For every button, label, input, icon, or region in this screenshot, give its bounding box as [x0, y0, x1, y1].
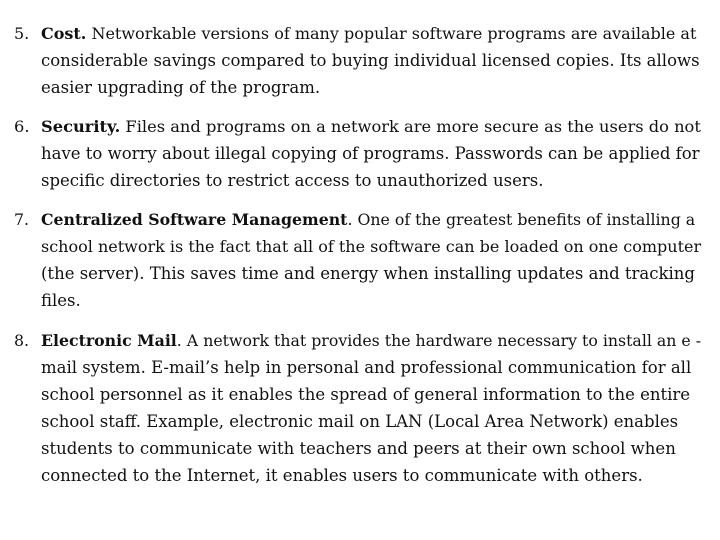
- list-text-line: files.: [41, 291, 81, 310]
- list-item-security: [14, 113, 704, 194]
- list-item-first-line: [14, 113, 704, 140]
- list-text-line: easier upgrading of the program.: [41, 78, 321, 97]
- list-text-line: have to worry about illegal copying of programs. Passwords can be applied for: [41, 144, 700, 163]
- list-number: 8.: [14, 331, 30, 350]
- list-text-line: Networkable versions of many popular software programs are available at: [86, 24, 697, 43]
- list-text-line: school personnel as it enables the spread of general information to the entire: [41, 385, 691, 404]
- list-text-line: specific directories to restrict access to unauthorized users.: [41, 171, 544, 190]
- list-text-line: school network is the fact that all of the software can be loaded on one computer: [41, 237, 702, 256]
- list-item-cost: [14, 20, 704, 101]
- list-text-line: . One of the greatest benefits of installing a: [347, 210, 696, 229]
- list-number: 5.: [14, 24, 30, 43]
- list-item-first-line: [14, 206, 704, 233]
- list-number: 7.: [14, 210, 30, 229]
- list-term: Cost.: [41, 24, 87, 43]
- list-text-line: (the server). This saves time and energy when installing updates and tracking: [41, 264, 695, 283]
- list-term: Electronic Mail: [41, 331, 177, 350]
- list-term: Centralized Software Management: [41, 210, 348, 229]
- list-text-line: students to communicate with teachers and peers at their own school when: [41, 439, 676, 458]
- list-item-first-line: [14, 327, 704, 354]
- list-text-line: Files and programs on a network are more secure as the users do not: [120, 117, 701, 136]
- list-term: Security.: [41, 117, 121, 136]
- list-text-line: considerable savings compared to buying individual licensed copies. Its allows: [41, 51, 700, 70]
- list-item-first-line: [14, 20, 704, 47]
- list-text-line: mail system. E-mail’s help in personal and professional communication for all: [41, 358, 692, 377]
- list-item-electronic-mail: [14, 327, 704, 489]
- list-text-line: . A network that provides the hardware necessary to install an e -: [176, 331, 702, 350]
- list-number: 6.: [14, 117, 30, 136]
- list-text-line: connected to the Internet, it enables users to communicate with others.: [41, 466, 643, 485]
- list-text-line: school staff. Example, electronic mail on LAN (Local Area Network) enables: [41, 412, 679, 431]
- list-item-centralized-software-management: [14, 206, 704, 314]
